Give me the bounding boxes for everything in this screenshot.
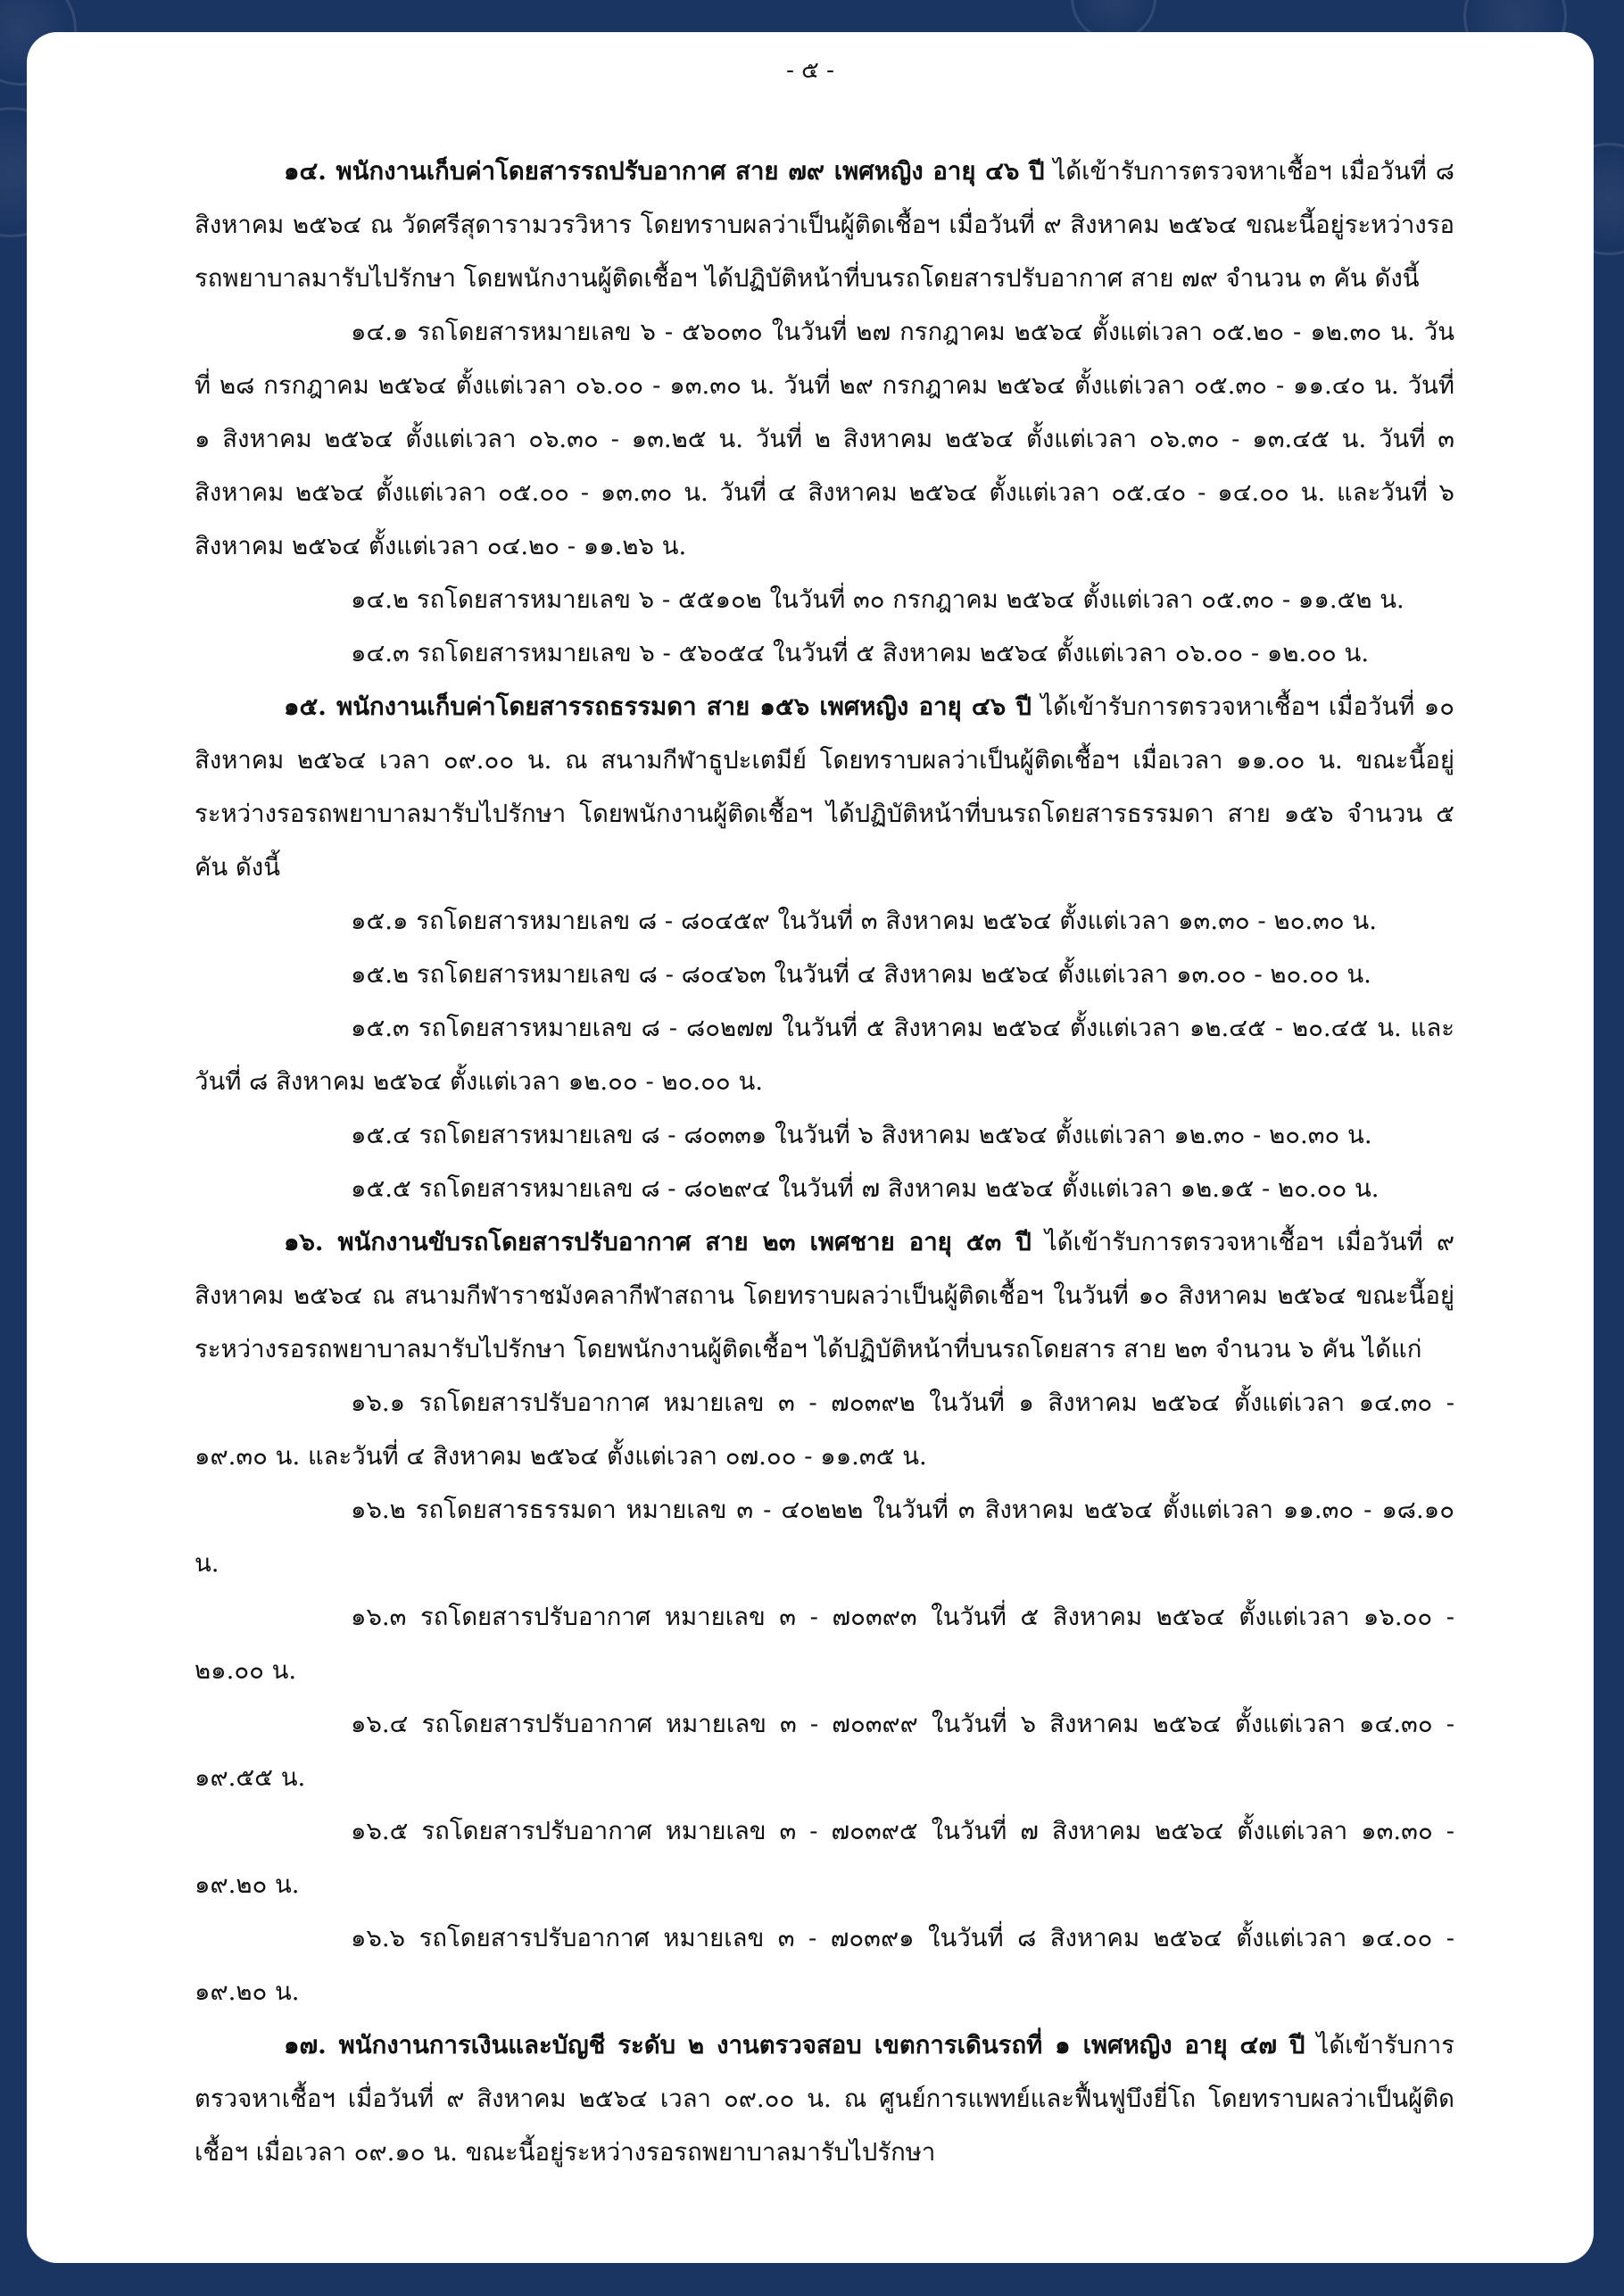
paragraph-p15_2 (195, 948, 1454, 1001)
paragraph-p15_4 (195, 1108, 1454, 1162)
paragraph-text: ได้เข้ารับการตรวจหาเชื้อฯ เมื่อวันที่ ๑๐ สิงหาคม ๒๕๖๔ เวลา ๐๙.๐๐ น. ณ สนามกีฬาธูปะเตมีย์ โดยทราบผลว่าเป็นผู้ติดเชื้อฯ เมื่อเวลา ๑๑.๐๐ น. ขณะนี้อยู่ระหว่างรอรถพยาบาลมารับไปรักษา โดยพนักงานผู้ติดเชื้อฯ ได้ปฏิบัติหน้าที่บนรถโดยสารธรรมดา สาย ๑๕๖ จำนวน ๕ คัน ดังนี้ (195, 692, 1454, 882)
paragraph-text: ๑๖.๓ รถโดยสารปรับอากาศ หมายเลข ๓ - ๗๐๓๙๓ ในวันที่ ๕ สิงหาคม ๒๕๖๔ ตั้งแต่เวลา ๑๖.๐๐ - ๒๑.๐๐ น. (195, 1603, 1454, 1685)
paragraph-text: ๑๕.๔ รถโดยสารหมายเลข ๘ - ๘๐๓๓๑ ในวันที่ ๖ สิงหาคม ๒๕๖๔ ตั้งแต่เวลา ๑๒.๓๐ - ๒๐.๓๐ น. (351, 1121, 1372, 1149)
paragraph-heading: ๑๖. พนักงานขับรถโดยสารปรับอากาศ สาย ๒๓ เพศชาย อายุ ๕๓ ปี (284, 1228, 1032, 1256)
paragraph-text: ๑๖.๕ รถโดยสารปรับอากาศ หมายเลข ๓ - ๗๐๓๙๕ ในวันที่ ๗ สิงหาคม ๒๕๖๔ ตั้งแต่เวลา ๑๓.๓๐ - ๑๙.๒๐ น. (195, 1817, 1454, 1899)
paragraph-text: ๑๕.๒ รถโดยสารหมายเลข ๘ - ๘๐๔๖๓ ในวันที่ ๔ สิงหาคม ๒๕๖๔ ตั้งแต่เวลา ๑๓.๐๐ - ๒๐.๐๐ น. (351, 960, 1371, 989)
paragraph-text: ๑๖.๖ รถโดยสารปรับอากาศ หมายเลข ๓ - ๗๐๓๙๑ ในวันที่ ๘ สิงหาคม ๒๕๖๔ ตั้งแต่เวลา ๑๔.๐๐ - ๑๙.๒๐ น. (195, 1924, 1454, 2006)
paragraph-heading: ๑๗. พนักงานการเงินและบัญชี ระดับ ๒ งานตรวจสอบ เขตการเดินรถที่ ๑ เพศหญิง อายุ ๔๗ ปี (284, 2031, 1305, 2060)
paragraph-text: ๑๖.๔ รถโดยสารปรับอากาศ หมายเลข ๓ - ๗๐๓๙๙ ในวันที่ ๖ สิงหาคม ๒๕๖๔ ตั้งแต่เวลา ๑๔.๓๐ - ๑๙.๕๕ น. (195, 1710, 1454, 1792)
paragraph-text: ๑๕.๕ รถโดยสารหมายเลข ๘ - ๘๐๒๙๔ ในวันที่ ๗ สิงหาคม ๒๕๖๔ ตั้งแต่เวลา ๑๒.๑๕ - ๒๐.๐๐ น. (351, 1174, 1380, 1203)
paragraph-text: ๑๔.๓ รถโดยสารหมายเลข ๖ - ๕๖๐๕๔ ในวันที่ ๕ สิงหาคม ๒๕๖๔ ตั้งแต่เวลา ๐๖.๐๐ - ๑๒.๐๐ น. (351, 639, 1370, 667)
paragraph-p14_2 (195, 573, 1454, 626)
paragraph-p15_5 (195, 1162, 1454, 1215)
document-page (27, 32, 1594, 2263)
paragraph-p15_1 (195, 894, 1454, 948)
paragraph-p16_6 (195, 1911, 1454, 2018)
paragraph-text: ได้เข้ารับการตรวจหาเชื้อฯ เมื่อวันที่ ๙ สิงหาคม ๒๕๖๔ เวลา ๐๙.๐๐ น. ณ ศูนย์การแพทย์และฟื้นฟูบึงยี่โถ โดยทราบผลว่าเป็นผู้ติดเชื้อฯ เมื่อเวลา ๐๙.๑๐ น. ขณะนี้อยู่ระหว่างรอรถพยาบาลมารับไปรักษา (195, 2031, 1454, 2167)
paragraph-p16 (195, 1215, 1454, 1376)
document-body (195, 145, 1454, 2179)
paragraph-text: ๑๔.๒ รถโดยสารหมายเลข ๖ - ๕๕๑๐๒ ในวันที่ ๓๐ กรกฎาคม ๒๕๖๔ ตั้งแต่เวลา ๐๕.๓๐ - ๑๑.๕๒ น. (351, 585, 1404, 614)
paragraph-text: ได้เข้ารับการตรวจหาเชื้อฯ เมื่อวันที่ ๙ สิงหาคม ๒๕๖๔ ณ สนามกีฬาราชมังคลากีฬาสถาน โดยทราบผลว่าเป็นผู้ติดเชื้อฯ ในวันที่ ๑๐ สิงหาคม ๒๕๖๔ ขณะนี้อยู่ระหว่างรอรถพยาบาลมารับไปรักษา โดยพนักงานผู้ติดเชื้อฯ ได้ปฏิบัติหน้าที่บนรถโดยสาร สาย ๒๓ จำนวน ๖ คัน ได้แก่ (195, 1228, 1454, 1364)
paragraph-p16_4 (195, 1697, 1454, 1804)
paragraph-heading: ๑๕. พนักงานเก็บค่าโดยสารรถธรรมดา สาย ๑๕๖ เพศหญิง อายุ ๔๖ ปี (284, 692, 1032, 721)
paragraph-text: ๑๕.๓ รถโดยสารหมายเลข ๘ - ๘๐๒๗๗ ในวันที่ ๕ สิงหาคม ๒๕๖๔ ตั้งแต่เวลา ๑๒.๔๕ - ๒๐.๔๕ น. และวันที่ ๘ สิงหาคม ๒๕๖๔ ตั้งแต่เวลา ๑๒.๐๐ - ๒๐.๐๐ น. (195, 1014, 1454, 1096)
paragraph-p14_3 (195, 626, 1454, 680)
paragraph-text: ได้เข้ารับการตรวจหาเชื้อฯ เมื่อวันที่ ๘ สิงหาคม ๒๕๖๔ ณ วัดศรีสุดารามวรวิหาร โดยทราบผลว่าเป็นผู้ติดเชื้อฯ เมื่อวันที่ ๙ สิงหาคม ๒๕๖๔ ขณะนี้อยู่ระหว่างรอรถพยาบาลมารับไปรักษา โดยพนักงานผู้ติดเชื้อฯ ได้ปฏิบัติหน้าที่บนรถโดยสารปรับอากาศ สาย ๗๙ จำนวน ๓ คัน ดังนี้ (195, 157, 1455, 293)
paragraph-p14_1 (195, 305, 1454, 573)
paragraph-p16_1 (195, 1376, 1454, 1483)
paragraph-text: ๑๖.๑ รถโดยสารปรับอากาศ หมายเลข ๓ - ๗๐๓๙๒ ในวันที่ ๑ สิงหาคม ๒๕๖๔ ตั้งแต่เวลา ๑๔.๓๐ - ๑๙.๓๐ น. และวันที่ ๔ สิงหาคม ๒๕๖๔ ตั้งแต่เวลา ๐๗.๐๐ - ๑๑.๓๕ น. (195, 1388, 1454, 1471)
paragraph-heading: ๑๔. พนักงานเก็บค่าโดยสารรถปรับอากาศ สาย ๗๙ เพศหญิง อายุ ๔๖ ปี (284, 157, 1045, 186)
paragraph-p16_2 (195, 1483, 1454, 1590)
page-number: - ๕ - (786, 57, 834, 84)
paragraph-p17 (195, 2018, 1454, 2179)
paragraph-p16_3 (195, 1590, 1454, 1697)
paragraph-text: ๑๕.๑ รถโดยสารหมายเลข ๘ - ๘๐๔๕๙ ในวันที่ ๓ สิงหาคม ๒๕๖๔ ตั้งแต่เวลา ๑๓.๓๐ - ๒๐.๓๐ น. (351, 907, 1377, 935)
paragraph-p16_5 (195, 1804, 1454, 1911)
paragraph-p15_3 (195, 1001, 1454, 1108)
paragraph-p14 (195, 145, 1454, 305)
paragraph-text: ๑๖.๒ รถโดยสารธรรมดา หมายเลข ๓ - ๔๐๒๒๒ ในวันที่ ๓ สิงหาคม ๒๕๖๔ ตั้งแต่เวลา ๑๑.๓๐ - ๑๘.๑๐ น. (195, 1496, 1454, 1578)
paragraph-text: ๑๔.๑ รถโดยสารหมายเลข ๖ - ๕๖๐๓๐ ในวันที่ ๒๗ กรกฎาคม ๒๕๖๔ ตั้งแต่เวลา ๐๕.๒๐ - ๑๒.๓๐ น. วันที่ ๒๘ กรกฎาคม ๒๕๖๔ ตั้งแต่เวลา ๐๖.๐๐ - ๑๓.๓๐ น. วันที่ ๒๙ กรกฎาคม ๒๕๖๔ ตั้งแต่เวลา ๐๕.๓๐ - ๑๑.๔๐ น. วันที่ ๑ สิงหาคม ๒๕๖๔ ตั้งแต่เวลา ๐๖.๓๐ - ๑๓.๒๕ น. วันที่ ๒ สิงหาคม ๒๕๖๔ ตั้งแต่เวลา ๐๖.๓๐ - ๑๓.๔๕ น. วันที่ ๓ สิงหาคม ๒๕๖๔ ตั้งแต่เวลา ๐๕.๐๐ - ๑๓.๓๐ น. วันที่ ๔ สิงหาคม ๒๕๖๔ ตั้งแต่เวลา ๐๕.๔๐ - ๑๔.๐๐ น. และวันที่ ๖ สิงหาคม ๒๕๖๔ ตั้งแต่เวลา ๐๔.๒๐ - ๑๑.๒๖ น. (195, 318, 1454, 560)
paragraph-p15 (195, 680, 1454, 894)
